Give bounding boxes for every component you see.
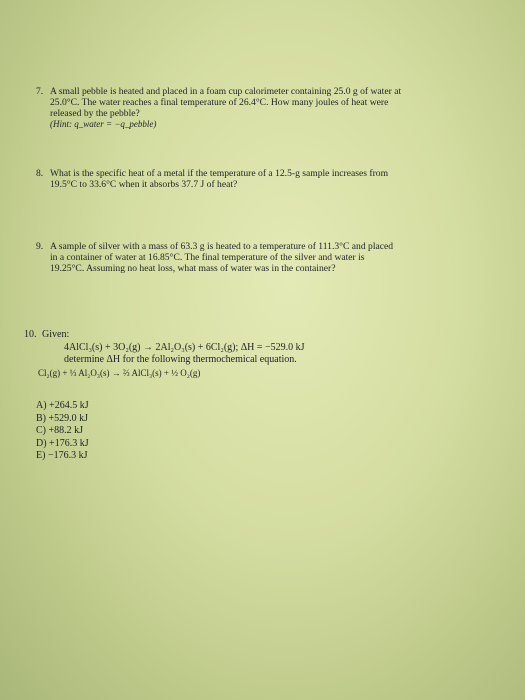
question-text <box>50 242 393 274</box>
question-instruction: determine ΔH for the following thermochemical equation. <box>64 354 297 365</box>
option-d: D) +176.3 kJ <box>36 437 89 449</box>
option-b: B) +529.0 kJ <box>36 412 89 424</box>
option-c: C) +88.2 kJ <box>36 425 84 437</box>
question-line: A sample of silver with a mass of 63.3 g is heated to a temperature of 111.3°C and placed <box>50 241 394 252</box>
question-line: 25.0°C. The water reaches a final temperature of 26.4°C. How many joules of heat were <box>50 96 389 108</box>
question-line: in a container of water at 16.85°C. The final temperature of the silver and water is <box>50 251 365 263</box>
question-text <box>38 329 305 379</box>
question-10 <box>24 329 494 399</box>
target-equation: Cl₂(g) + ⅓ Al₂O₃(s) → ⅔ AlCl₃(s) + ½ O₂(g) <box>38 367 201 378</box>
question-7 <box>36 87 506 147</box>
question-line: 19.25°C. Assuming no heat loss, what mass of water was in the container? <box>50 262 336 274</box>
question-number: 10. <box>24 329 37 340</box>
answer-options <box>36 400 89 463</box>
option-a: A) +264.5 kJ <box>36 400 89 411</box>
question-line: What is the specific heat of a metal if the temperature of a 12.5-g sample increases from <box>50 168 389 179</box>
given-label: Given: <box>42 329 70 340</box>
question-number: 9. <box>36 241 44 252</box>
question-text <box>50 87 401 130</box>
question-line: A small pebble is heated and placed in a foam cup calorimeter containing 25.0 g of water at <box>50 86 402 97</box>
question-9 <box>36 242 511 282</box>
question-number: 7. <box>36 86 44 97</box>
given-equation: 4AlCl₃(s) + 3O₂(g) → 2Al₂O₃(s) + 6Cl₂(g); ΔH = −529.0 kJ <box>64 341 305 353</box>
question-number: 8. <box>36 168 44 179</box>
question-line: 19.5°C to 33.6°C when it absorbs 37.7 J of heat? <box>50 178 238 190</box>
question-hint: (Hint: q_water = −q_pebble) <box>50 119 157 130</box>
question-line: released by the pebble? <box>50 107 140 119</box>
option-e: E) −176.3 kJ <box>36 450 88 462</box>
question-text <box>50 169 388 191</box>
question-8 <box>36 169 506 199</box>
